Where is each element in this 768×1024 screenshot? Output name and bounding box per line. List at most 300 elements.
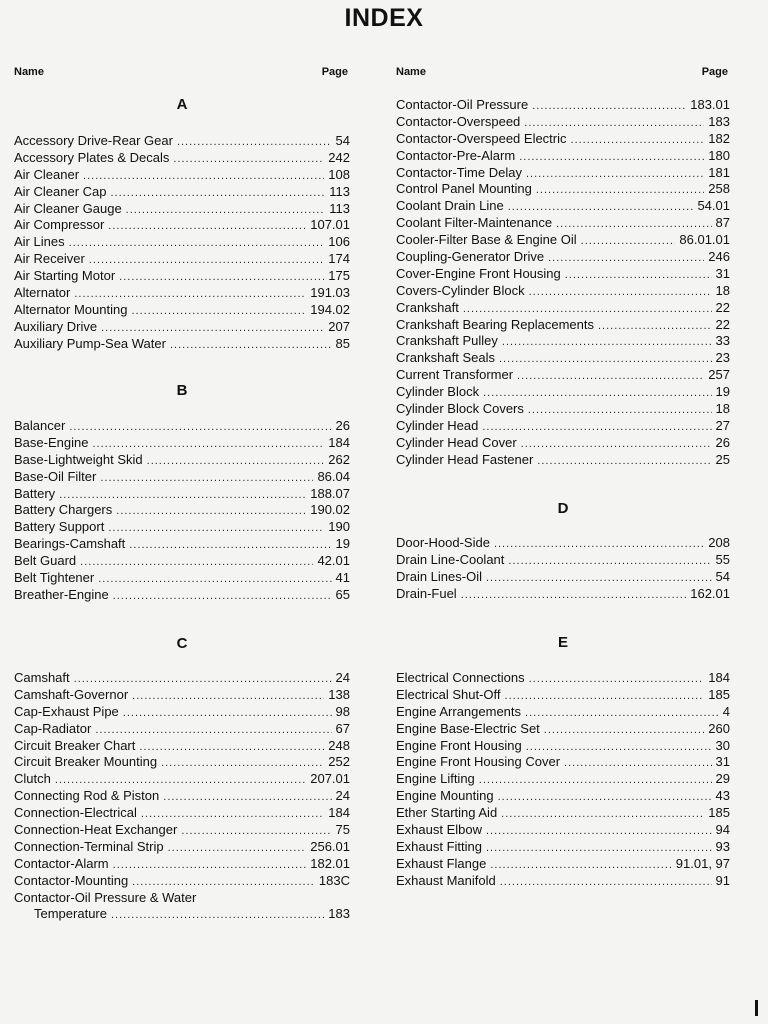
entry-name: Breather-Engine — [14, 586, 109, 602]
index-entry — [396, 535, 730, 552]
index-entry — [396, 97, 730, 114]
entry-name: Exhaust Elbow — [396, 822, 482, 838]
index-entry — [396, 384, 730, 401]
index-entry — [14, 788, 350, 805]
index-entry — [14, 519, 350, 536]
entry-page: 175 — [328, 268, 350, 284]
leader-dots — [532, 98, 686, 115]
entry-name: Connection-Terminal Strip — [14, 838, 164, 854]
entry-name: Exhaust Flange — [396, 855, 487, 871]
entry-name: Air Lines — [14, 234, 65, 250]
leader-dots — [132, 688, 324, 705]
index-entry — [14, 738, 350, 755]
leader-dots — [537, 453, 711, 470]
index-entry — [14, 435, 350, 452]
entry-name: Connection-Heat Exchanger — [14, 822, 178, 838]
index-entry — [396, 131, 730, 148]
index-entry — [396, 771, 730, 788]
index-entry — [14, 721, 350, 738]
section-d-list — [396, 535, 730, 603]
page-header: Page — [321, 66, 348, 78]
entry-page: 24 — [335, 670, 350, 685]
index-entry — [14, 587, 350, 604]
leader-dots — [598, 318, 712, 335]
entry-name: Crankshaft Seals — [396, 350, 495, 366]
leader-dots — [486, 570, 712, 587]
entry-page: 54 — [715, 568, 730, 584]
entry-page: 248 — [328, 737, 350, 753]
leader-dots — [147, 453, 325, 470]
index-entry — [396, 788, 730, 805]
index-entry — [14, 873, 350, 890]
section-c-continued-list — [396, 97, 730, 469]
entry-page: 65 — [335, 586, 350, 602]
entry-name: Engine Arrangements — [396, 703, 522, 719]
entry-page: 107.01 — [310, 217, 350, 233]
leader-dots — [519, 149, 704, 166]
entry-name: Contactor-Alarm — [14, 855, 109, 871]
entry-name: Contactor-Overspeed Electric — [396, 130, 567, 146]
entry-page: 252 — [328, 754, 350, 770]
entry-name: Air Compressor — [14, 217, 105, 233]
index-entry — [396, 165, 730, 182]
entry-page: 256.01 — [310, 838, 350, 854]
index-entry — [14, 285, 350, 302]
entry-name: Cooler-Filter Base & Engine Oil — [396, 232, 577, 248]
entry-page: 246 — [708, 249, 730, 265]
entry-name: Air Cleaner Cap — [14, 183, 107, 199]
leader-dots — [528, 402, 712, 419]
index-entry — [396, 232, 730, 249]
entry-page: 184 — [328, 805, 350, 821]
leader-dots — [494, 536, 704, 553]
entry-page: 91.01, 97 — [675, 855, 730, 871]
index-entry — [14, 553, 350, 570]
leader-dots — [525, 705, 719, 722]
leader-dots — [92, 436, 324, 453]
leader-dots — [123, 705, 332, 722]
entry-page: 262 — [328, 451, 350, 467]
entry-page: 24 — [335, 788, 350, 804]
entry-page: 23 — [715, 350, 730, 366]
entry-name: Auxiliary Pump-Sea Water — [14, 335, 166, 351]
section-letter-b: B — [176, 382, 188, 399]
entry-name: Air Cleaner — [14, 166, 80, 182]
leader-dots — [113, 857, 307, 874]
leader-dots — [536, 182, 704, 199]
entry-name: Base-Lightweight Skid — [14, 451, 143, 467]
entry-page: 54 — [335, 133, 350, 148]
leader-dots — [131, 303, 306, 320]
section-letter-e: E — [557, 634, 568, 651]
leader-dots — [463, 301, 712, 318]
index-entry — [14, 906, 350, 923]
entry-page: 182 — [708, 130, 730, 146]
leader-dots — [108, 520, 324, 537]
index-entry — [14, 234, 350, 251]
entry-page: 257 — [708, 367, 730, 383]
entry-page: 113 — [329, 200, 350, 216]
index-entry — [396, 839, 730, 856]
entry-page: 98 — [335, 703, 350, 719]
entry-name: Coolant Filter-Maintenance — [396, 215, 553, 231]
leader-dots — [119, 269, 324, 286]
entry-name: Air Cleaner Gauge — [14, 200, 122, 216]
index-entry — [396, 283, 730, 300]
leader-dots — [126, 202, 326, 219]
index-entry — [14, 251, 350, 268]
index-entry — [14, 771, 350, 788]
leader-dots — [564, 755, 712, 772]
leader-dots — [170, 337, 332, 354]
leader-dots — [529, 284, 712, 301]
index-entry — [14, 805, 350, 822]
leader-dots — [101, 320, 324, 337]
leader-dots — [526, 166, 704, 183]
index-entry — [396, 367, 730, 384]
section-e-list — [396, 670, 730, 890]
index-entry — [396, 215, 730, 232]
entry-name: Engine Front Housing Cover — [396, 754, 561, 770]
leader-dots — [100, 470, 313, 487]
index-entry — [14, 687, 350, 704]
index-entry — [396, 418, 730, 435]
leader-dots — [581, 233, 676, 250]
leader-dots — [95, 722, 331, 739]
entry-page: 31 — [715, 754, 730, 770]
entry-page: 18 — [715, 401, 730, 417]
leader-dots — [529, 671, 705, 688]
index-entry — [14, 167, 350, 184]
leader-dots — [500, 874, 712, 891]
entry-page: 94 — [715, 822, 730, 838]
index-entry — [396, 738, 730, 755]
entry-page: 29 — [715, 771, 730, 787]
entry-name: Connection-Electrical — [14, 805, 137, 821]
leader-dots — [517, 368, 704, 385]
entry-name: Air Starting Motor — [14, 268, 116, 284]
leader-dots — [129, 537, 331, 554]
leader-dots — [116, 503, 306, 520]
entry-page: 113 — [329, 183, 350, 199]
entry-name: Alternator Mounting — [14, 301, 128, 317]
entry-page: 180 — [708, 147, 730, 163]
entry-page: 91 — [715, 872, 730, 888]
page-header: Page — [701, 66, 728, 78]
entry-name: Contactor-Oil Pressure & Water — [14, 889, 197, 905]
entry-name: Contactor-Oil Pressure — [396, 97, 529, 112]
entry-name: Covers-Cylinder Block — [396, 282, 525, 298]
leader-dots — [556, 216, 711, 233]
entry-name: Contactor-Mounting — [14, 872, 129, 888]
page-title: INDEX — [344, 4, 424, 32]
entry-name: Cylinder Block Covers — [396, 401, 524, 417]
entry-name: Exhaust Manifold — [396, 872, 496, 888]
leader-dots — [482, 419, 711, 436]
entry-name: Clutch — [14, 771, 51, 787]
leader-dots — [502, 334, 712, 351]
leader-dots — [490, 857, 671, 874]
leader-dots — [59, 487, 306, 504]
right-column-header — [396, 66, 728, 78]
index-entry — [396, 452, 730, 469]
entry-page: 138 — [328, 686, 350, 702]
entry-name: Belt Guard — [14, 553, 77, 569]
index-entry — [14, 268, 350, 285]
entry-name: Engine Front Housing — [396, 737, 522, 753]
entry-name: Crankshaft Bearing Replacements — [396, 316, 594, 332]
entry-name: Contactor-Pre-Alarm — [396, 147, 516, 163]
leader-dots — [132, 874, 315, 891]
leader-dots — [483, 385, 711, 402]
index-entry — [14, 704, 350, 721]
leader-dots — [111, 185, 326, 202]
entry-name: Electrical Shut-Off — [396, 686, 501, 702]
name-header: Name — [14, 66, 44, 78]
leader-dots — [544, 722, 705, 739]
section-letter-d: D — [557, 500, 569, 517]
index-entry — [14, 302, 350, 319]
index-entry — [14, 201, 350, 218]
leader-dots — [74, 286, 306, 303]
index-entry — [396, 805, 730, 822]
index-entry — [14, 452, 350, 469]
leader-dots — [479, 772, 712, 789]
section-letter-a: A — [176, 96, 188, 113]
index-entry — [396, 569, 730, 586]
section-a-list — [14, 133, 350, 353]
entry-name: Cylinder Block — [396, 384, 480, 400]
entry-page: 26 — [715, 434, 730, 450]
entry-page: 190 — [328, 519, 350, 535]
entry-name: Accessory Plates & Decals — [14, 149, 170, 165]
index-entry — [14, 319, 350, 336]
leader-dots — [181, 823, 331, 840]
section-c-list — [14, 670, 350, 923]
entry-name: Cylinder Head — [396, 417, 479, 433]
entry-page: 30 — [715, 737, 730, 753]
entry-name: Circuit Breaker Mounting — [14, 754, 158, 770]
leader-dots — [111, 907, 324, 924]
entry-page: 184 — [708, 670, 730, 685]
index-entry — [14, 890, 350, 907]
index-entry — [396, 586, 730, 603]
name-header: Name — [396, 66, 426, 78]
entry-name: Alternator — [14, 285, 71, 301]
leader-dots — [548, 250, 704, 267]
leader-dots — [486, 823, 712, 840]
leader-dots — [74, 671, 332, 688]
entry-name: Connecting Rod & Piston — [14, 788, 160, 804]
entry-page: 242 — [328, 149, 350, 165]
entry-page: 190.02 — [310, 502, 350, 518]
entry-name: Cap-Radiator — [14, 720, 92, 736]
entry-name: Battery Support — [14, 519, 105, 535]
section-b-list — [14, 418, 350, 604]
entry-page: 108 — [328, 166, 350, 182]
entry-page: 4 — [722, 703, 730, 719]
index-entry — [14, 570, 350, 587]
entry-name: Drain Lines-Oil — [396, 568, 482, 584]
index-entry — [396, 754, 730, 771]
entry-page: 182.01 — [310, 855, 350, 871]
entry-name: Belt Tightener — [14, 570, 95, 586]
entry-name: Drain Line-Coolant — [396, 551, 505, 567]
index-entry — [14, 754, 350, 771]
index-entry — [14, 184, 350, 201]
entry-name: Exhaust Fitting — [396, 838, 482, 854]
entry-page: 183 — [328, 906, 350, 922]
entry-name: Crankshaft — [396, 299, 459, 315]
entry-page: 42.01 — [317, 553, 350, 569]
entry-name: Coolant Drain Line — [396, 198, 504, 214]
section-letter-c: C — [176, 635, 188, 652]
leader-dots — [139, 739, 324, 756]
index-entry — [396, 873, 730, 890]
leader-dots — [521, 436, 712, 453]
leader-dots — [486, 840, 712, 857]
entry-page: 162.01 — [690, 585, 730, 601]
leader-dots — [55, 772, 306, 789]
index-entry — [14, 839, 350, 856]
left-column-header — [14, 66, 348, 78]
leader-dots — [69, 419, 331, 436]
index-entry — [396, 181, 730, 198]
entry-name: Cover-Engine Front Housing — [396, 265, 561, 281]
index-entry — [396, 300, 730, 317]
leader-dots — [524, 115, 704, 132]
entry-name: Current Transformer — [396, 367, 514, 383]
entry-name: Bearings-Camshaft — [14, 536, 126, 552]
entry-name: Base-Oil Filter — [14, 468, 97, 484]
index-entry — [14, 822, 350, 839]
index-entry — [396, 148, 730, 165]
leader-dots — [526, 739, 712, 756]
entry-name: Crankshaft Pulley — [396, 333, 498, 349]
entry-name: Cylinder Head Cover — [396, 434, 517, 450]
index-entry — [396, 687, 730, 704]
entry-page: 41 — [335, 570, 350, 586]
entry-name: Cap-Exhaust Pipe — [14, 703, 119, 719]
leader-dots — [83, 168, 324, 185]
entry-page: 86.01.01 — [679, 232, 730, 248]
entry-page: 22 — [715, 299, 730, 315]
leader-dots — [80, 554, 313, 571]
entry-page: 184 — [328, 434, 350, 450]
entry-name: Contactor-Time Delay — [396, 164, 522, 180]
entry-page: 207.01 — [310, 771, 350, 787]
entry-name: Engine Mounting — [396, 788, 494, 804]
index-entry — [396, 266, 730, 283]
entry-page: 183C — [318, 872, 350, 888]
entry-page: 19 — [715, 384, 730, 400]
entry-page: 86.04 — [317, 468, 350, 484]
entry-name: Control Panel Mounting — [396, 181, 532, 197]
entry-page: 18 — [715, 282, 730, 298]
entry-page: 258 — [708, 181, 730, 197]
entry-page: 22 — [715, 316, 730, 332]
leader-dots — [565, 267, 712, 284]
entry-name: Contactor-Overspeed — [396, 113, 521, 129]
entry-page: 33 — [715, 333, 730, 349]
page-edge-mark — [755, 1000, 758, 1016]
entry-page: 67 — [335, 720, 350, 736]
index-entry — [396, 198, 730, 215]
leader-dots — [508, 553, 711, 570]
leader-dots — [501, 806, 704, 823]
index-entry — [396, 856, 730, 873]
leader-dots — [168, 840, 307, 857]
leader-dots — [161, 755, 324, 772]
index-entry — [396, 822, 730, 839]
index-entry — [14, 336, 350, 353]
index-entry — [14, 502, 350, 519]
entry-page: 25 — [715, 451, 730, 467]
entry-page: 188.07 — [310, 485, 350, 501]
entry-page: 19 — [335, 536, 350, 552]
index-entry — [396, 435, 730, 452]
entry-name: Accessory Drive-Rear Gear — [14, 133, 173, 148]
entry-name: Air Receiver — [14, 251, 85, 267]
leader-dots — [89, 252, 325, 269]
entry-page: 85 — [335, 335, 350, 351]
index-entry — [14, 150, 350, 167]
entry-name: Battery — [14, 485, 56, 501]
leader-dots — [163, 789, 331, 806]
entry-page: 93 — [715, 838, 730, 854]
index-entry — [396, 704, 730, 721]
leader-dots — [113, 588, 332, 605]
leader-dots — [498, 789, 712, 806]
entry-page: 26 — [335, 418, 350, 433]
entry-name: Ether Starting Aid — [396, 805, 498, 821]
leader-dots — [461, 587, 687, 604]
entry-name: Engine Lifting — [396, 771, 475, 787]
leader-dots — [141, 806, 324, 823]
index-entry — [14, 670, 350, 687]
entry-name: Engine Base-Electric Set — [396, 720, 540, 736]
entry-page: 55 — [715, 551, 730, 567]
entry-name: Drain-Fuel — [396, 585, 457, 601]
index-entry — [396, 333, 730, 350]
index-entry — [14, 536, 350, 553]
entry-name: Door-Hood-Side — [396, 535, 490, 550]
leader-dots — [571, 132, 705, 149]
entry-name: Camshaft-Governor — [14, 686, 129, 702]
entry-name: Camshaft — [14, 670, 70, 685]
index-entry — [14, 418, 350, 435]
entry-page: 181 — [708, 164, 730, 180]
entry-page: 208 — [708, 535, 730, 550]
index-entry — [396, 317, 730, 334]
index-entry — [396, 401, 730, 418]
entry-page: 75 — [335, 822, 350, 838]
leader-dots — [173, 151, 324, 168]
index-entry — [396, 721, 730, 738]
entry-page: 260 — [708, 720, 730, 736]
entry-page: 207 — [328, 318, 350, 334]
entry-page: 174 — [328, 251, 350, 267]
leader-dots — [508, 199, 694, 216]
entry-name: Auxiliary Drive — [14, 318, 98, 334]
entry-name: Temperature — [34, 906, 107, 922]
entry-name: Battery Chargers — [14, 502, 113, 518]
index-entry — [14, 133, 350, 150]
index-entry — [14, 217, 350, 234]
entry-page: 27 — [715, 417, 730, 433]
leader-dots — [499, 351, 712, 368]
index-entry — [396, 114, 730, 131]
